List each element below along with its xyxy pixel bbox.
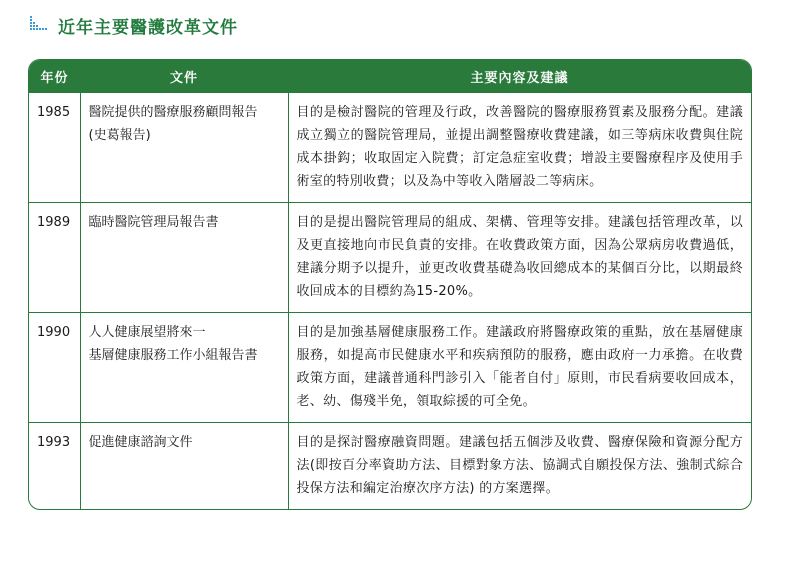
- row-year: 1993: [37, 435, 71, 450]
- row-year: 1990: [37, 325, 71, 340]
- document-title-line: 醫院提供的醫療服務顧問報告: [88, 105, 258, 120]
- row-content: 目的是檢討醫院的管理及行政，改善醫院的醫療服務質素及服務分配。建議成立獨立的醫院管理局，並提出調整醫療收費建議，如三等病床收費與住院成本掛鈎；收取固定入院費；訂定急症室收費；增設主要醫療程序及使用手術室的特別收費；以及為中等收入階層設二等病床。: [288, 93, 751, 203]
- row-document: [80, 93, 288, 203]
- row-year: 1985: [37, 105, 71, 120]
- reform-documents-table: [28, 59, 752, 510]
- table-row: [29, 313, 751, 423]
- document-title-line: 人人健康展望將來一: [88, 325, 206, 340]
- document-title-line: 促進健康諮詢文件: [88, 435, 193, 450]
- document-title-line: 臨時醫院管理局報告書: [88, 215, 219, 230]
- document-title-line: (史葛報告): [88, 128, 151, 143]
- row-content: 目的是加強基層健康服務工作。建議政府將醫療政策的重點，放在基層健康服務，如提高市民健康水平和疾病預防的服務，應由政府一力承擔。在收費政策方面，建議普通科門診引入「能者自付」原則，市民看病要收回成本，老、幼、傷殘半免，領取綜援的可全免。: [288, 313, 751, 423]
- table-row: [29, 203, 751, 313]
- row-year: 1989: [37, 215, 71, 230]
- header-document: 文件: [169, 71, 198, 86]
- header-year: 年份: [40, 71, 69, 86]
- table-row: [29, 423, 751, 510]
- table-row: [29, 93, 751, 203]
- table-header-row: [29, 60, 751, 93]
- row-content: 目的是提出醫院管理局的組成、架構、管理等安排。建議包括管理改革，以及更直接地向市民負責的安排。在收費政策方面，因為公眾病房收費過低，建議分期予以提升，並更改收費基礎為收回總成本的某個百分比，以期最終收回成本的目標約為15-20%。: [288, 203, 751, 313]
- header-content: 主要內容及建議: [470, 71, 569, 86]
- row-document: [80, 313, 288, 423]
- document-title-line: 基層健康服務工作小組報告書: [88, 348, 258, 363]
- row-document: [80, 423, 288, 510]
- row-document: [80, 203, 288, 313]
- page-heading: [30, 10, 238, 40]
- page-title: 近年主要醫護改革文件: [58, 17, 238, 38]
- row-content: 目的是探討醫療融資問題。建議包括五個涉及收費、醫療保險和資源分配方法(即按百分率資助方法、目標對象方法、協調式自願投保方法、強制式綜合投保方法和編定治療次序方法) 的方案選擇。: [288, 423, 751, 510]
- dotted-bars-icon: [30, 16, 50, 32]
